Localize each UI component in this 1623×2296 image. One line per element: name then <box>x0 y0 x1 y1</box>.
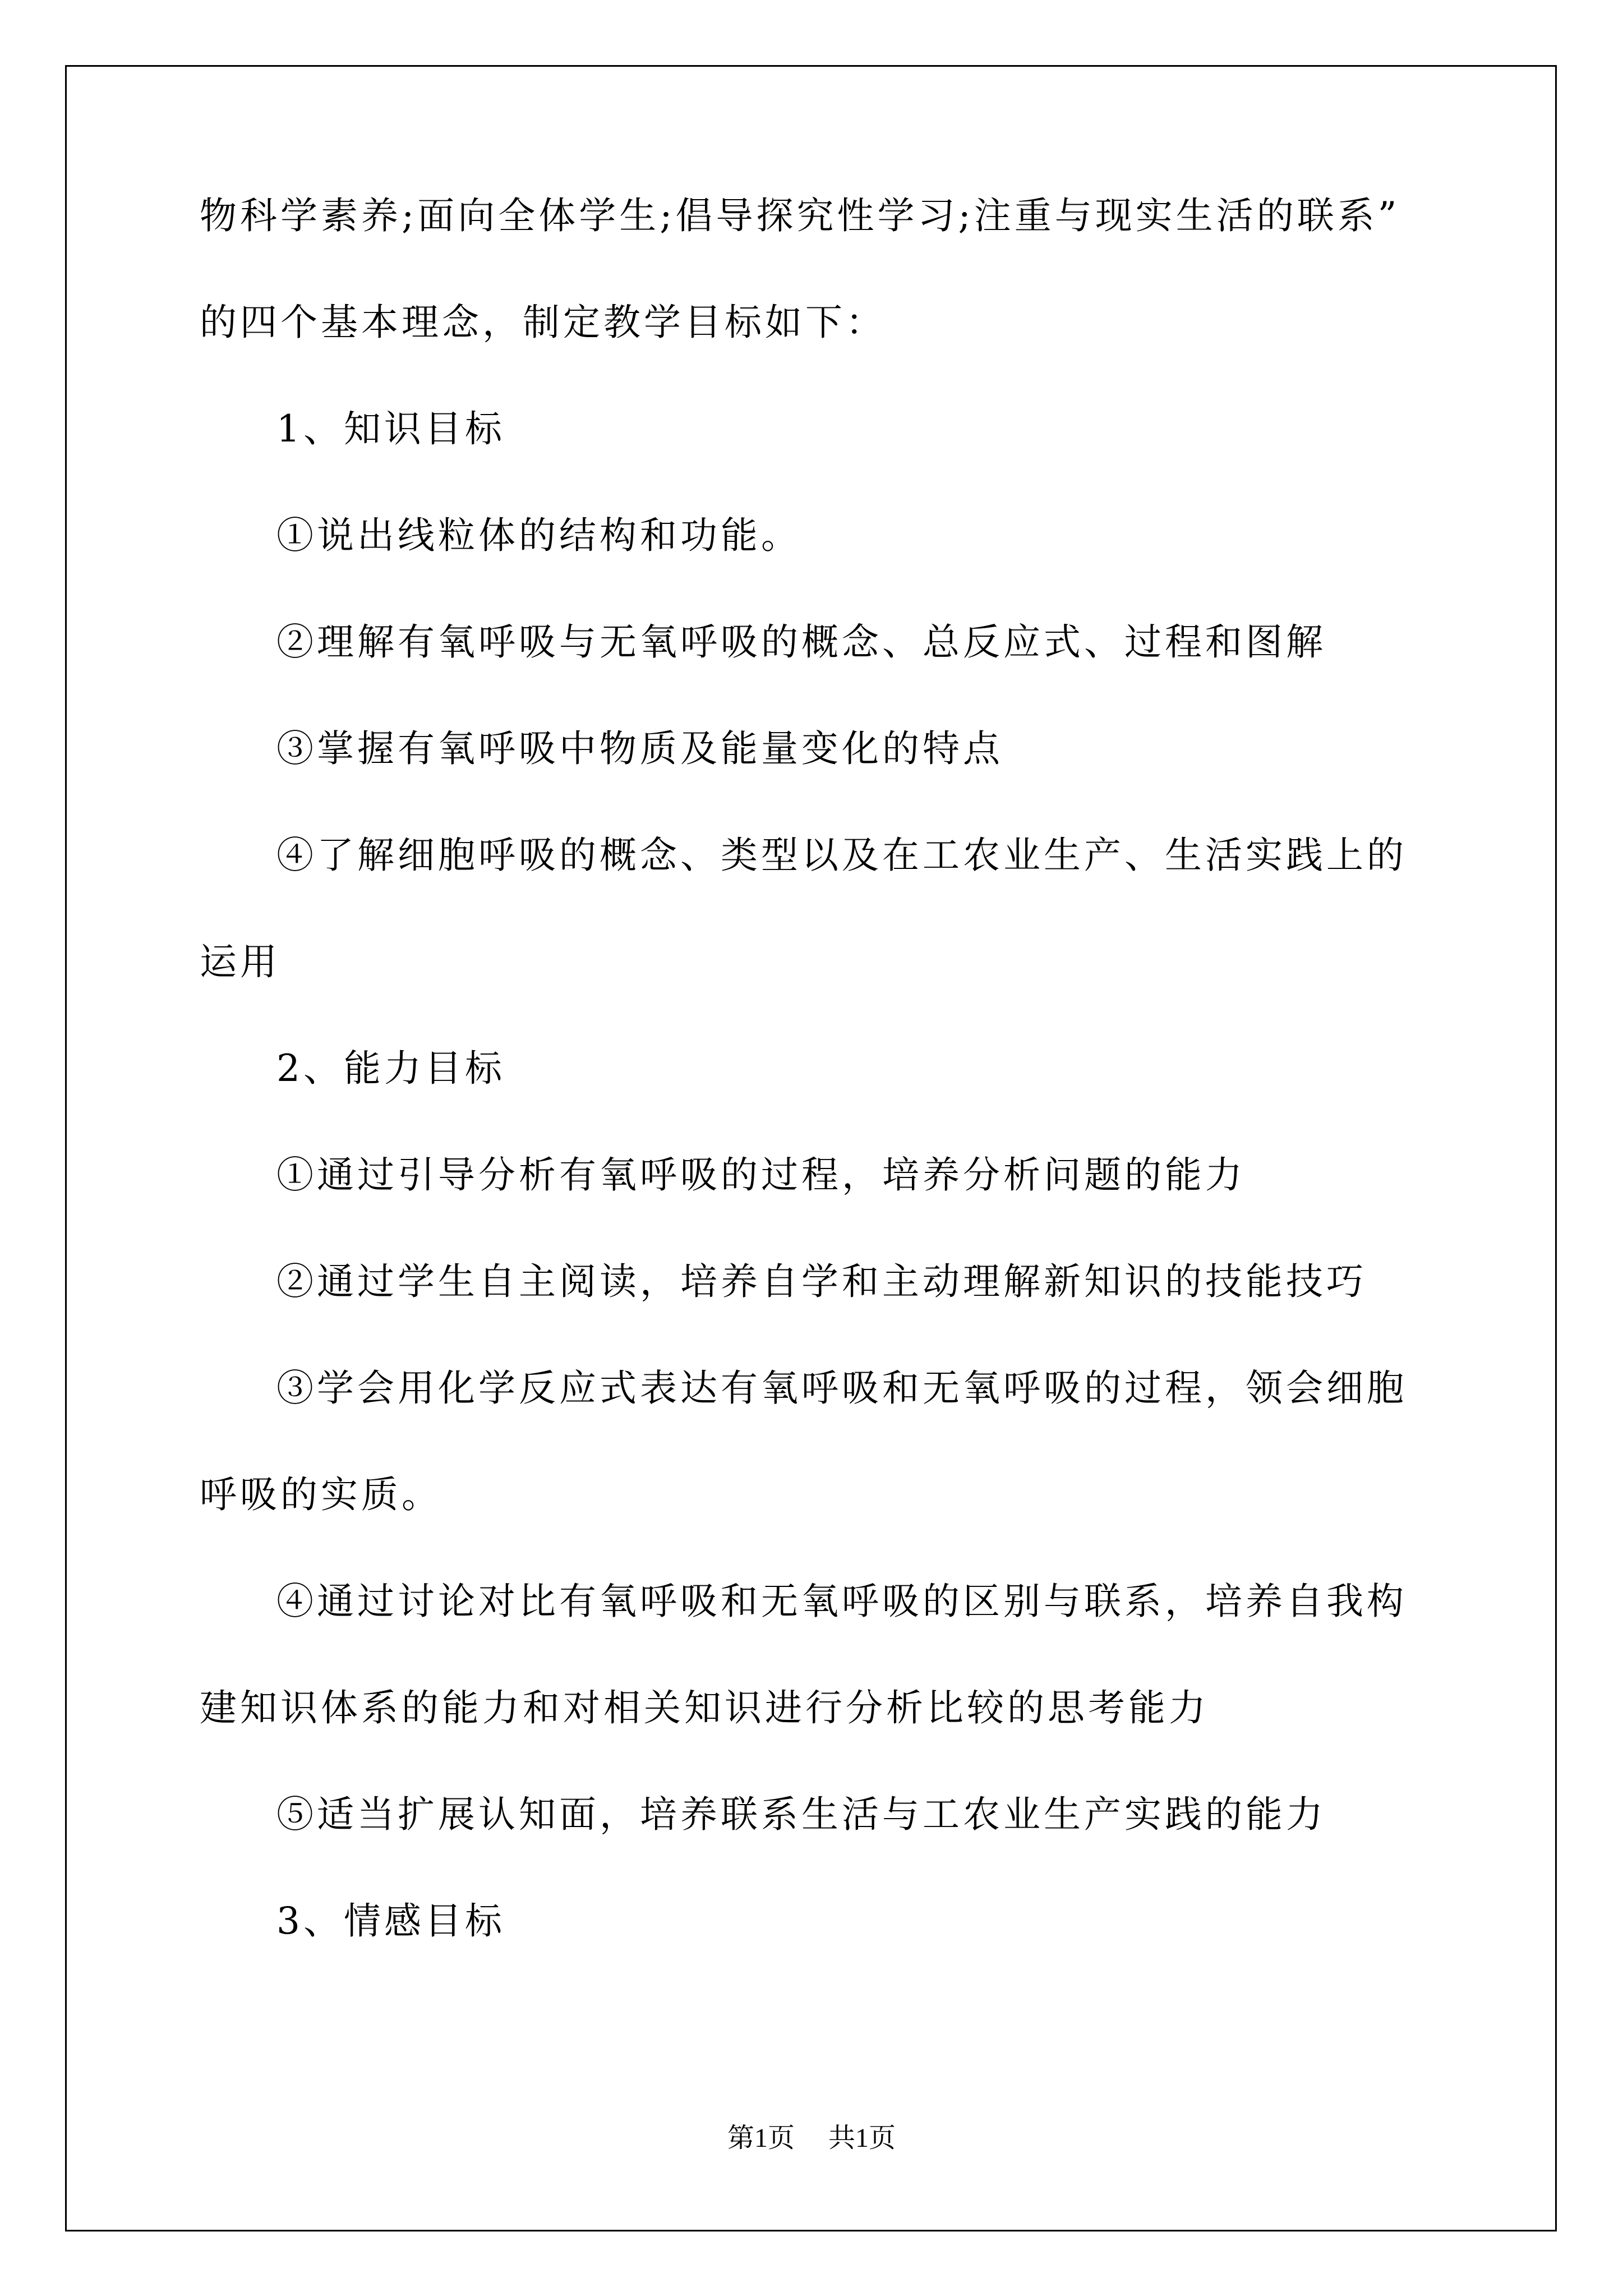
paragraph-line: ④通过讨论对比有氧呼吸和无氧呼吸的区别与联系，培养自我构 <box>276 1580 1407 1623</box>
paragraph-line: 的四个基本理念，制定教学目标如下： <box>200 301 886 344</box>
paragraph-line: 运用 <box>200 940 280 983</box>
paragraph-line: ①说出线粒体的结构和功能。 <box>276 514 801 557</box>
page-number-total: 共1页 <box>828 2123 896 2153</box>
paragraph-line: 3、情感目标 <box>276 1899 505 1943</box>
paragraph-line: ③掌握有氧呼吸中物质及能量变化的特点 <box>276 727 1003 770</box>
page-number-current: 第1页 <box>727 2123 795 2153</box>
paragraph-line: 物科学素养;面向全体学生;倡导探究性学习;注重与现实生活的联系” <box>200 194 1400 237</box>
paragraph-line: ⑤适当扩展认知面，培养联系生活与工农业生产实践的能力 <box>276 1793 1326 1836</box>
paragraph-line: ②理解有氧呼吸与无氧呼吸的概念、总反应式、过程和图解 <box>276 620 1326 664</box>
paragraph-line: 2、能力目标 <box>276 1047 505 1090</box>
paragraph-line: 1、知识目标 <box>276 407 505 450</box>
paragraph-line: 建知识体系的能力和对相关知识进行分析比较的思考能力 <box>200 1686 1209 1729</box>
paragraph-line: 呼吸的实质。 <box>200 1473 442 1516</box>
paragraph-line: ①通过引导分析有氧呼吸的过程，培养分析问题的能力 <box>276 1153 1246 1197</box>
paragraph-line: ④了解细胞呼吸的概念、类型以及在工农业生产、生活实践上的 <box>276 834 1407 877</box>
document-body <box>200 191 1433 1947</box>
page-footer <box>0 2122 1623 2155</box>
paragraph-line: ②通过学生自主阅读，培养自学和主动理解新知识的技能技巧 <box>276 1260 1367 1303</box>
paragraph-line: ③学会用化学反应式表达有氧呼吸和无氧呼吸的过程，领会细胞 <box>276 1366 1407 1410</box>
